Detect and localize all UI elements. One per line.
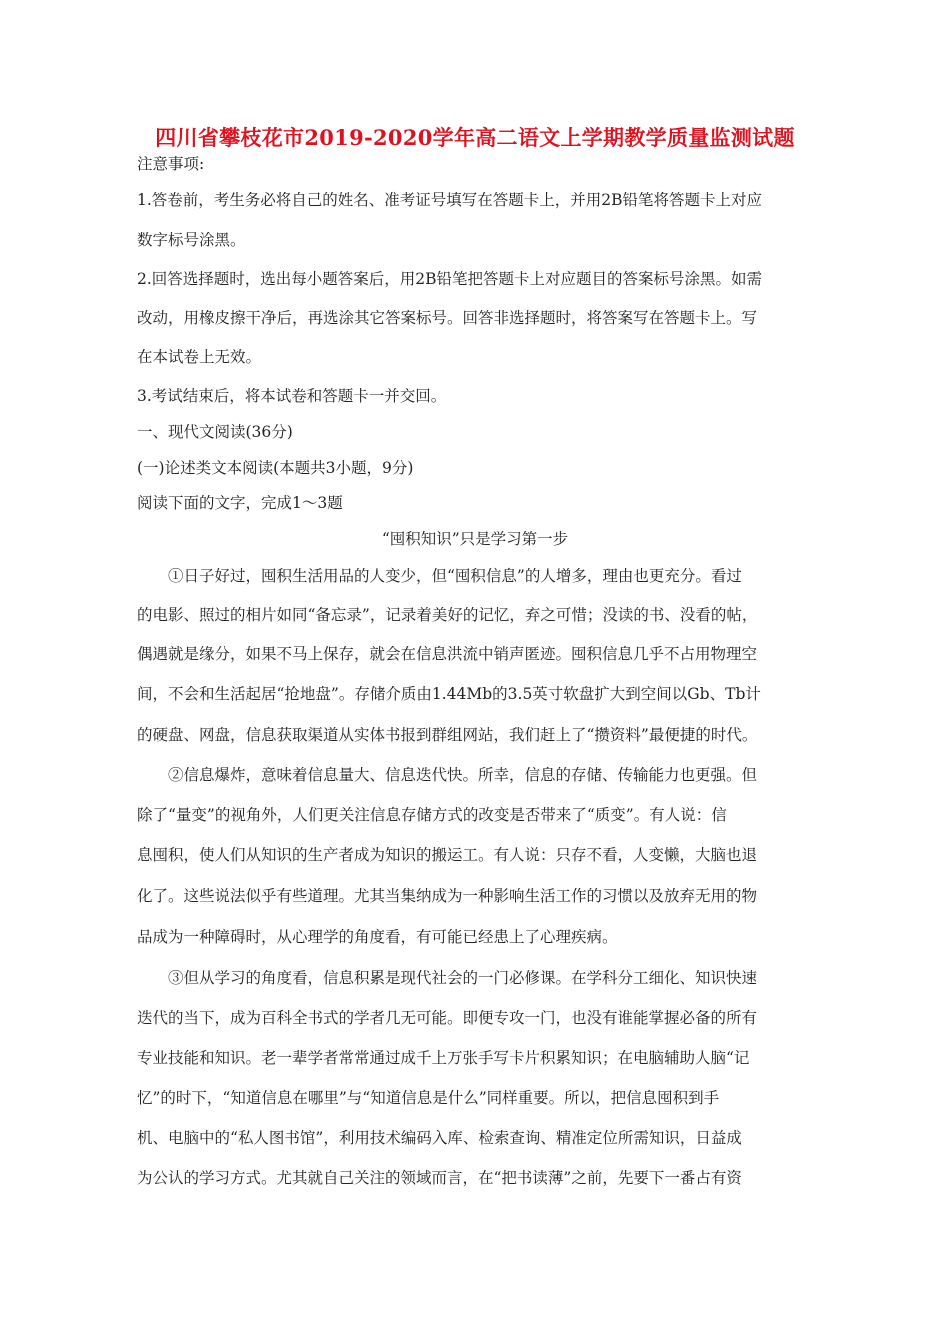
notice-line: 3.考试结束后，将本试卷和答题卡一并交回。	[137, 387, 447, 405]
article-line: 化了。这些说法似乎有些道理。尤其当集纳成为一种影响生活工作的习惯以及放弃无用的物	[137, 887, 758, 905]
notice-line: 2.回答选择题时，选出每小题答案后，用2B铅笔把答题卡上对应题目的答案标号涂黑。如需	[137, 270, 763, 288]
notice-line: 数字标号涂黑。	[137, 231, 246, 249]
article-line: 迭代的当下，成为百科全书式的学者几无可能。即便专攻一门，也没有谁能掌握必备的所有	[137, 1009, 758, 1027]
subsection-heading: (一)论述类文本阅读(本题共3小题，9分)	[137, 459, 414, 477]
article-line: 专业技能和知识。老一辈学者常常通过成千上万张手写卡片积累知识；在电脑辅助人脑“记	[137, 1049, 750, 1067]
document-title: 四川省攀枝花市2019-2020学年高二语文上学期教学质量监测试题	[155, 125, 795, 150]
notice-heading: 注意事项:	[137, 155, 205, 173]
article-line: ①日子好过，囤积生活用品的人变少，但“囤积信息”的人增多，理由也更充分。看过	[168, 567, 742, 585]
notice-line: 在本试卷上无效。	[137, 348, 262, 366]
article-line: 间，不会和生活起居“抢地盘”。存储介质由1.44Mb的3.5英寸软盘扩大到空间以Gb、Tb计	[137, 685, 761, 703]
article-line: 偶遇就是缘分，如果不马上保存，就会在信息洪流中销声匿迹。囤积信息几乎不占用物理空	[137, 645, 758, 663]
article-line: 忆”的时下，“知道信息在哪里”与“知道信息是什么”同样重要。所以，把信息囤积到手	[137, 1089, 720, 1107]
notice-line: 改动，用橡皮擦干净后，再选涂其它答案标号。回答非选择题时，将答案写在答题卡上。写	[137, 309, 758, 327]
notice-line: 1.答卷前，考生务必将自己的姓名、准考证号填写在答题卡上，并用2B铅笔将答题卡上对应	[137, 191, 763, 209]
section-heading: 一、现代文阅读(36分)	[137, 423, 293, 441]
article-line: 的电影、照过的相片如同“备忘录”，记录着美好的记忆，弃之可惜；没读的书、没看的帖，	[137, 606, 758, 624]
article-line: 息囤积，使人们从知识的生产者成为知识的搬运工。有人说：只存不看，人变懒，大脑也退	[137, 846, 758, 864]
article-line: ③但从学习的角度看，信息积累是现代社会的一门必修课。在学科分工细化、知识快速	[168, 969, 758, 987]
reading-instruction: 阅读下面的文字，完成1～3题	[137, 494, 343, 512]
article-line: 品成为一种障碍时，从心理学的角度看，有可能已经患上了心理疾病。	[137, 928, 618, 946]
article-line: 除了“量变”的视角外，人们更关注信息存储方式的改变是否带来了“质变”。有人说：信	[137, 806, 727, 824]
article-line: 为公认的学习方式。尤其就自己关注的领域而言，在“把书读薄”之前，先要下一番占有资	[137, 1169, 742, 1187]
article-line: 机、电脑中的“私人图书馆”，利用技术编码入库、检索查询、精准定位所需知识，日益成	[137, 1129, 742, 1147]
article-title: “囤积知识”只是学习第一步	[381, 530, 569, 548]
article-line: 的硬盘、网盘，信息获取渠道从实体书报到群组网站，我们赶上了“攒资料”最便捷的时代。	[137, 726, 758, 744]
article-line: ②信息爆炸，意味着信息量大、信息迭代快。所幸，信息的存储、传输能力也更强。但	[168, 766, 758, 784]
